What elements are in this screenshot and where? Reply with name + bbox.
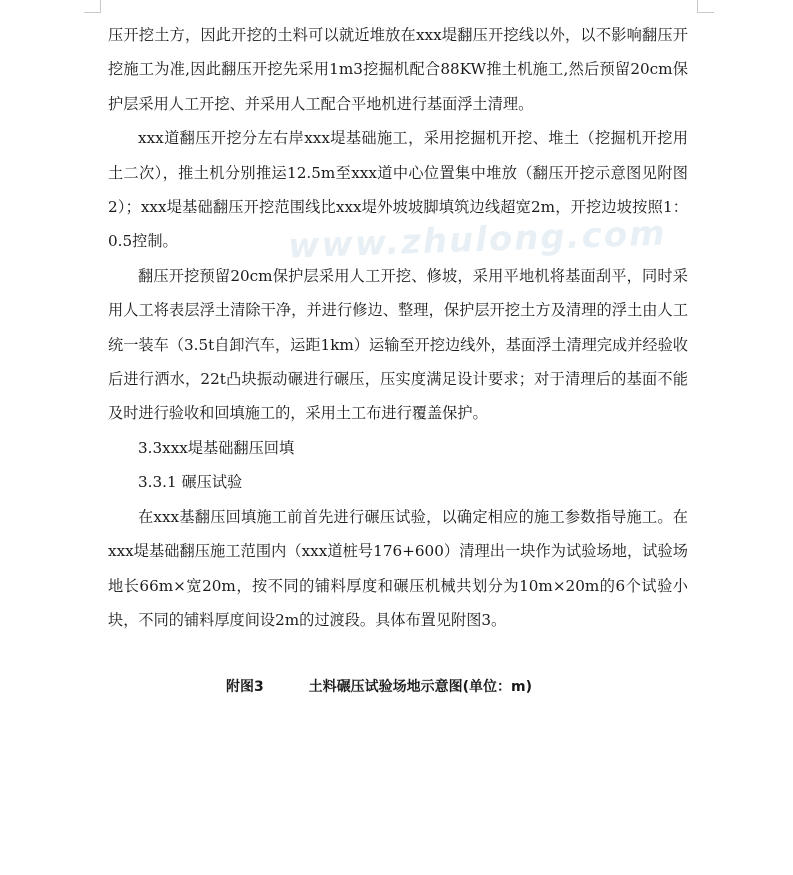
watermark: www.zhulong.com (287, 213, 668, 267)
paragraph-1: 压开挖土方，因此开挖的土料可以就近堆放在xxx堤翻压开挖线以外，以不影响翻压开挖施工为准,因此翻压开挖先采用1m3挖掘机配合88KW推土机施工,然后预留20cm保护层采用人工开挖、并采用人工配合平地机进行基面浮土清理。 (108, 26, 688, 113)
margin-corner-mark-right (697, 0, 714, 13)
paragraph-2: xxx道翻压开挖分左右岸xxx堤基础施工，采用挖掘机开挖、堆土（挖掘机开挖用土二次），推土机分别推运12.5m至xxx道中心位置集中堆放（翻压开挖示意图见附图2）；xxx堤基础翻压开挖范围线比xxx堤外坡坡脚填筑边线超宽2m，开挖边坡按照1：0.5控制。 (108, 129, 688, 251)
document-body (108, 18, 688, 637)
margin-corner-mark-left (84, 0, 101, 13)
section-heading: 3.3xxx堤基础翻压回填 (138, 438, 295, 457)
figure-title: 土料碾压试验场地示意图(单位：m) (308, 679, 533, 695)
subsection-heading: 3.3.1 碾压试验 (138, 473, 243, 492)
figure-number: 附图3 (226, 679, 264, 695)
paragraph-3: 翻压开挖预留20cm保护层采用人工开挖、修坡，采用平地机将基面刮平，同时采用人工将表层浮土清除干净，并进行修边、整理，保护层开挖土方及清理的浮土由人工统一装车（3.5t自卸汽车，运距1km）运输至开挖边线外，基面浮土清理完成并经验收后进行洒水，22t凸块振动碾进行碾压，压实度满足设计要求；对于清理后的基面不能及时进行验收和回填施工的，采用土工布进行覆盖保护。 (108, 266, 688, 423)
paragraph-4: 在xxx基翻压回填施工前首先进行碾压试验，以确定相应的施工参数指导施工。在xxx堤基础翻压施工范围内（xxx道桩号176+600）清理出一块作为试验场地，试验场地长66m×宽20m，按不同的铺料厚度和碾压机械共划分为10m×20m的6个试验小块，不同的铺料厚度间设2m的过渡段。具体布置见附图3。 (108, 507, 688, 629)
figure-caption (226, 676, 532, 696)
